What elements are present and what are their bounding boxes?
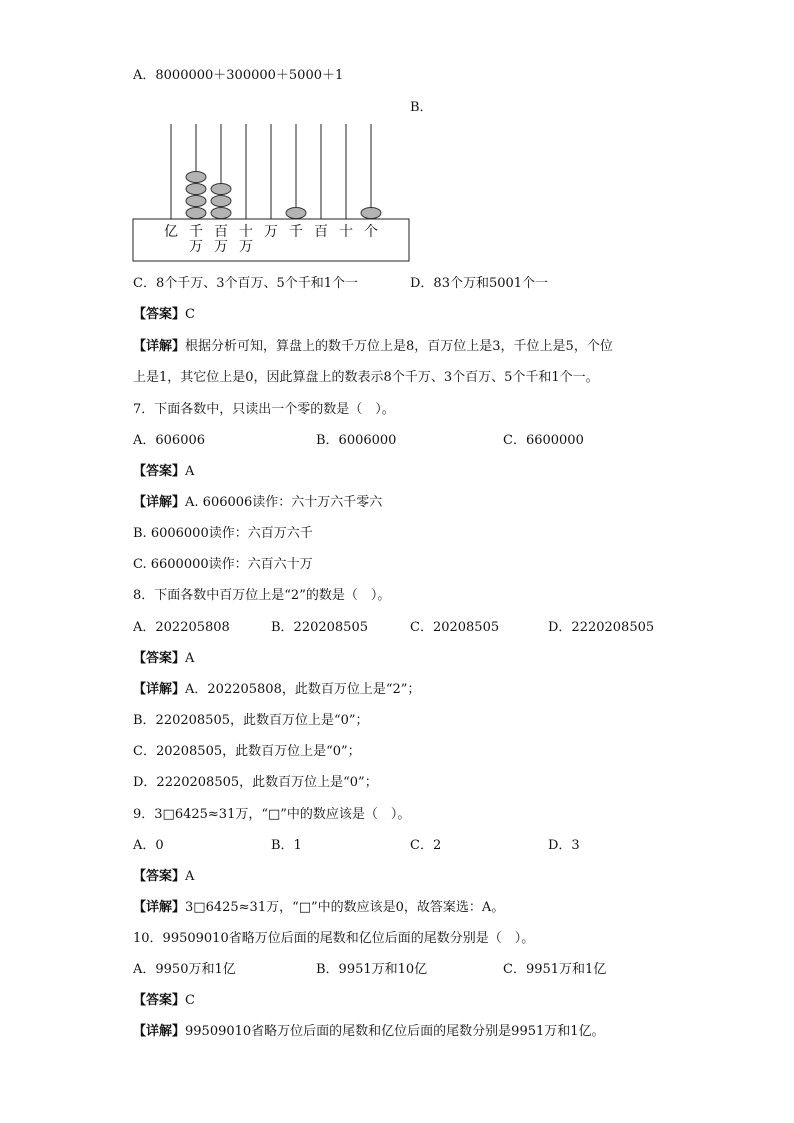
- abacus-place-label: 亿: [164, 224, 178, 240]
- q9-option-a: A．0: [133, 838, 164, 853]
- abacus-bead: [361, 208, 381, 219]
- detail-label: 【详解】: [133, 339, 186, 354]
- detail-label: 【详解】: [133, 682, 186, 697]
- q8-detail-3: C．20208505，此数百万位上是“0”；: [133, 744, 361, 759]
- detail-text: A. 606006读作：六十万六千零六: [185, 495, 383, 510]
- abacus-place-label: 十万: [239, 224, 253, 255]
- detail-text: 根据分析可知，算盘上的数千万位上是8，百万位上是3，千位上是5，个位: [185, 339, 613, 354]
- abacus-place-label: 个: [364, 224, 378, 240]
- answer-label: 【答案】: [133, 651, 186, 666]
- q8-detail-1: [133, 682, 420, 698]
- abacus-svg: [130, 118, 412, 268]
- abacus-bead: [186, 196, 206, 207]
- abacus-figure: [130, 118, 412, 272]
- q10-detail: [133, 1024, 605, 1040]
- answer-value: A: [185, 651, 195, 666]
- q7-option-a: A．606006: [133, 433, 206, 448]
- answer-value: C: [185, 993, 195, 1008]
- detail-text: 3□6425≈31万，“□”中的数应该是0，故答案选：A。: [185, 900, 505, 915]
- abacus-bead: [186, 208, 206, 219]
- q8-option-a: A．202205808: [133, 620, 230, 635]
- q10-option-b: B．9951万和10亿: [316, 962, 428, 977]
- abacus-place-label: 百: [314, 224, 328, 240]
- q9-option-b: B．1: [271, 838, 302, 853]
- q8-question: 8．下面各数中百万位上是“2”的数是（ ）。: [133, 588, 391, 603]
- answer-label: 【答案】: [133, 464, 186, 479]
- q8-option-b: B．220208505: [271, 620, 368, 635]
- q8-detail-4: D．2220208505，此数百万位上是“0”；: [133, 775, 378, 790]
- q7-detail-3: C. 6600000读作：六百六十万: [133, 557, 313, 572]
- answer-label: 【答案】: [133, 869, 186, 884]
- abacus-bead: [186, 184, 206, 195]
- abacus-bead: [211, 208, 231, 219]
- q10-answer: [133, 993, 195, 1009]
- q6-option-c: C．8个千万、3个百万、5个千和1个一: [133, 276, 359, 291]
- q10-option-c: C．9951万和1亿: [503, 962, 607, 977]
- abacus-place-label: 千万: [189, 224, 203, 255]
- q6-answer: [133, 307, 195, 323]
- q10-option-a: A．9950万和1亿: [133, 962, 236, 977]
- detail-label: 【详解】: [133, 495, 186, 510]
- answer-label: 【答案】: [133, 993, 186, 1008]
- answer-label: 【答案】: [133, 307, 186, 322]
- abacus-place-label: 十: [339, 224, 353, 240]
- abacus-bead: [286, 208, 306, 219]
- q7-option-c: C．6600000: [503, 433, 584, 448]
- q8-answer: [133, 651, 194, 667]
- q9-detail: [133, 900, 504, 916]
- q9-question: 9．3□6425≈31万，“□”中的数应该是（ ）。: [133, 807, 411, 822]
- abacus-bead: [211, 196, 231, 207]
- detail-text: A．202205808，此数百万位上是“2”；: [185, 682, 421, 697]
- q7-answer: [133, 464, 194, 480]
- q9-option-d: D．3: [548, 838, 580, 853]
- detail-text: 99509010省略万位后面的尾数和亿位后面的尾数分别是9951万和1亿。: [185, 1024, 605, 1039]
- answer-value: C: [185, 307, 195, 322]
- answer-value: A: [185, 869, 195, 884]
- abacus-bead: [186, 172, 206, 183]
- detail-label: 【详解】: [133, 1024, 186, 1039]
- q6-option-b: B．: [410, 100, 433, 115]
- answer-value: A: [185, 464, 195, 479]
- q7-option-b: B．6006000: [316, 433, 397, 448]
- abacus-place-label: 万: [264, 224, 278, 240]
- q6-detail-line2: 上是1，其它位上是0，因此算盘上的数表示8个千万、3个百万、5个千和1个一。: [133, 370, 599, 385]
- q10-question: 10．99509010省略万位后面的尾数和亿位后面的尾数分别是（ ）。: [133, 931, 535, 946]
- q7-detail-2: B. 6006000读作：六百万六千: [133, 526, 313, 541]
- abacus-bead: [211, 184, 231, 195]
- q7-detail-1: [133, 495, 382, 511]
- q6-detail-line1: [133, 339, 613, 355]
- q8-option-d: D．2220208505: [548, 620, 655, 635]
- detail-label: 【详解】: [133, 900, 186, 915]
- q7-question: 7．下面各数中，只读出一个零的数是（ ）。: [133, 402, 395, 417]
- q9-answer: [133, 869, 194, 885]
- q6-option-d: D．83个万和5001个一: [410, 276, 549, 291]
- q8-option-c: C．20208505: [410, 620, 500, 635]
- abacus-place-label: 千: [289, 224, 303, 240]
- q6-option-a: A．8000000＋300000＋5000＋1: [133, 68, 344, 83]
- q8-detail-2: B．220208505，此数百万位上是“0”；: [133, 713, 369, 728]
- q9-option-c: C．2: [410, 838, 442, 853]
- abacus-place-label: 百万: [214, 224, 228, 255]
